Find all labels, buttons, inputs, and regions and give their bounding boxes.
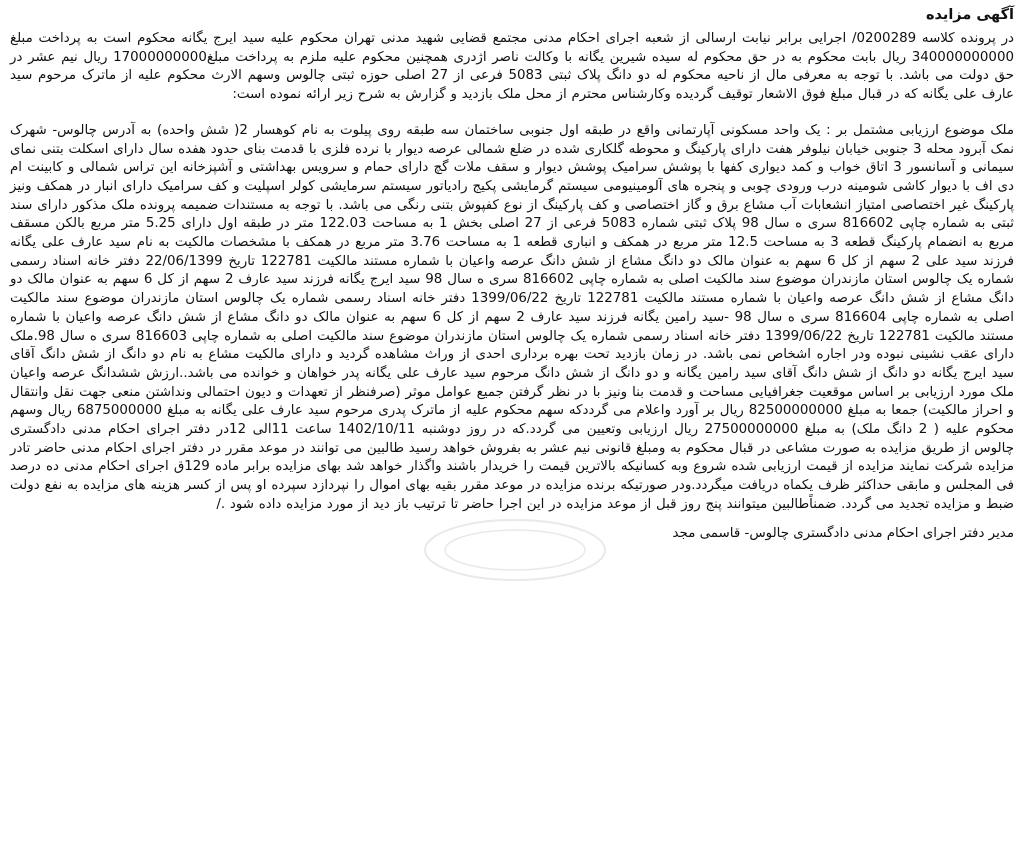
property-description-paragraph: ملک موضوع ارزیابی مشتمل بر : یک واحد مسکونی آپارتمانی واقع در طبقه اول جنوبی ساختمان سه طبقه روی پیلوت به نام کوهسار 2( شش واحده) به آدرس چالوس- شهرک نمک آبرود محله 3 جنوبی خیابان نیلوفر هفت دارای پارکینگ و محوطه گلکاری شده در ضلع شمالی عرصه دیوار با نرده فلزی با قدمت بنای حدود هفده سال دارای اسکلت بتنی نمای سیمانی و آسانسور 3 اتاق خواب و کمد دیواری کفها با پوشش سرامیک پوشش دیوار و سقف ملات گچ دارای حمام و سرویس بهداشتی و آشپزخانه این تراس شمالی و کابینت ام دی اف با دیوار کاشی شومینه درب ورودی چوبی و پنجره های آلومینیومی سیستم گرمایشی پکیج رادیاتور سیستم سرمایشی کولر اسپلیت و کف سرامیک دارای انبار در همکف ونیز پارکینگ غیر اختصاصی امتیاز انشعابات آب مشاع برق و گاز اختصاصی و کف پارکینگ از نوع کفپوش بتنی رنگی می باشد. با توجه به مستندات ضمیمه پرونده ملک مذکور دارای سند ثبتی به شماره چاپی 816602 سری ه سال 98 پلاک ثبتی شماره 5083 فرعی از 27 اصلی بخش 1 به مساحت 122.03 متر در طبقه اول دارای 5.25 متر مربع بالکن مسقف مربع به انضمام پارکینگ قطعه 3 به مساحت 12.5 متر مربع در همکف و انباری قطعه 1 به مساحت 3.76 متر مربع در همکف با مشخصات مالکیت به نام سید عارف علی یگانه فرزند سید علی 2 سهم از کل 6 سهم به عنوان مالک دو دانگ مشاع از شش دانگ عرصه واعیان با شماره مستند مالکیت 122781 تاریخ 22/06/1399 دفتر خانه اسناد رسمی شماره یک چالوس استان مازندران موضوع سند مالکیت اصلی به شماره چاپی 816602 سری ه سال 98 سید ایرج یگانه فرزند سید عارف 2 سهم از کل 6 سهم به عنوان مالک دو دانگ مشاع از شش دانگ عرصه واعیان با شماره مستند مالکیت 122781 تاریخ 1399/06/22 دفتر خانه اسناد رسمی شماره یک چالوس استان مازندران موضوع سند مالکیت اصلی به شماره چاپی 816604 سری ه سال 98 -سید رامین یگانه فرزند سید عارف 2 سهم از کل 6 سهم به عنوان مالک دو دانگ مشاع از شش دانگ عرصه واعیان با شماره مستند مالکیت 122781 تاریخ 1399/06/22 دفتر خانه اسناد رسمی شماره یک چالوس استان مازندران موضوع سند مالکیت اصلی به شماره چاپی 816603 سری ه سال 98.ملک دارای عقب نشینی نبوده ودر اجاره اشخاص نمی باشد. در زمان بازدید تحت بهره برداری احدی از وراث مشاهده گردید و دارای مالکیت مشاع به نام دو دانگ از شش دانگ آقای سید ایرج یگانه دو دانگ از شش دانگ آقای سید رامین یگانه و دو دانگ از شش دانگ مرحوم سید عارف علی یگانه پدر خواهان و خوانده می باشد..ارزش ششدانگ عرصه واعیان ملک مورد ارزیابی بر اساس موقعیت جغرافیایی مساحت و قدمت بنا ونیز با در نظر گرفتن جمیع عوامل موثر (صرفنظر از تعهدات و دیون احتمالی ونداشتن منعی جهت نقل وانتقال و احراز مالکیت) جمعا به مبلغ 82500000000 ریال بر آورد واعلام می گرددکه سهم محکوم علیه از ماترک پدری مرحوم سید عارف علی یگانه به مبلغ 6875000000 ریال وسهم محکوم علیه ( 2 دانگ ملک) به مبلغ 27500000000 ریال ارزیابی وتعیین می گردد.که در روز دوشنبه 1402/10/11 ساعت 11الی 12در دفتر اجرای احکام مدنی دادگستری چالوس از طریق مزایده به صورت مشاعی در قبال محکوم به ومبلغ قانونی نیم عشر به بفروش خواهد رسید طالبین می توانند در موعد مقرر در دفتر اجرای احکام مدنی حاضر تادر مزایده شرکت نمایند مزایده از قیمت ارزیابی شده شروع وبه کسانیکه بالاترین قیمت را خریدار باشند واگذار خواهد شد بهای مزایده برابر ماده 129ق اجرای احکام مدنی ده درصد فی المجلس و مابقی حداکثر ظرف یکماه دریافت میگردد.ودر صورتیکه برنده مزایده در موعد مقرر بقیه بهای اموال را نپردازد سپرده او پس از کسر هزینه های مزایده به نفع دولت ضبط و مزایده تجدید می گردد. ضمناًطالبین میتوانند پنج روز قبل از موعد مزایده در این اجرا حاضر تا ترتیب باز دید از مورد مزایده داده شود ./ xyxy=(10,122,1015,512)
signature-line: مدیر دفتر اجرای احکام مدنی دادگستری چالوس- قاسمی مجد xyxy=(672,525,1014,541)
notice-title: آگهی مزایده xyxy=(925,7,1014,23)
auction-notice xyxy=(10,6,1014,543)
intro-paragraph: در پرونده کلاسه 0200289/ اجرایی برابر نیابت ارسالی از شعبه اجرای احکام مدنی مجتمع قضایی شهید مدنی تهران محکوم علیه سید ایرج یگانه محکوم است به پرداخت مبلغ 340000000000 ریال بابت محکوم به در حق محکوم له سیده شیرین یگانه با وکالت ناصر اژدری همچنین محکوم علیه ملزم به پرداخت مبلغ17000000000 ریال نیم عشر در حق دولت می باشد. با توجه به معرفی مال از ناحیه محکوم له دو دانگ پلاک ثبتی 5083 فرعی از 27 اصلی حوزه ثبتی چالوس وسهم الارث محکوم علیه از ماترک مرحوم سید عارف علی یگانه که در قبال مبلغ فوق الاشعار توقیف گردیده وکارشناس محترم از محل ملک بازدید و گزارش به شرح زیر ارائه نموده است: xyxy=(10,31,1014,103)
